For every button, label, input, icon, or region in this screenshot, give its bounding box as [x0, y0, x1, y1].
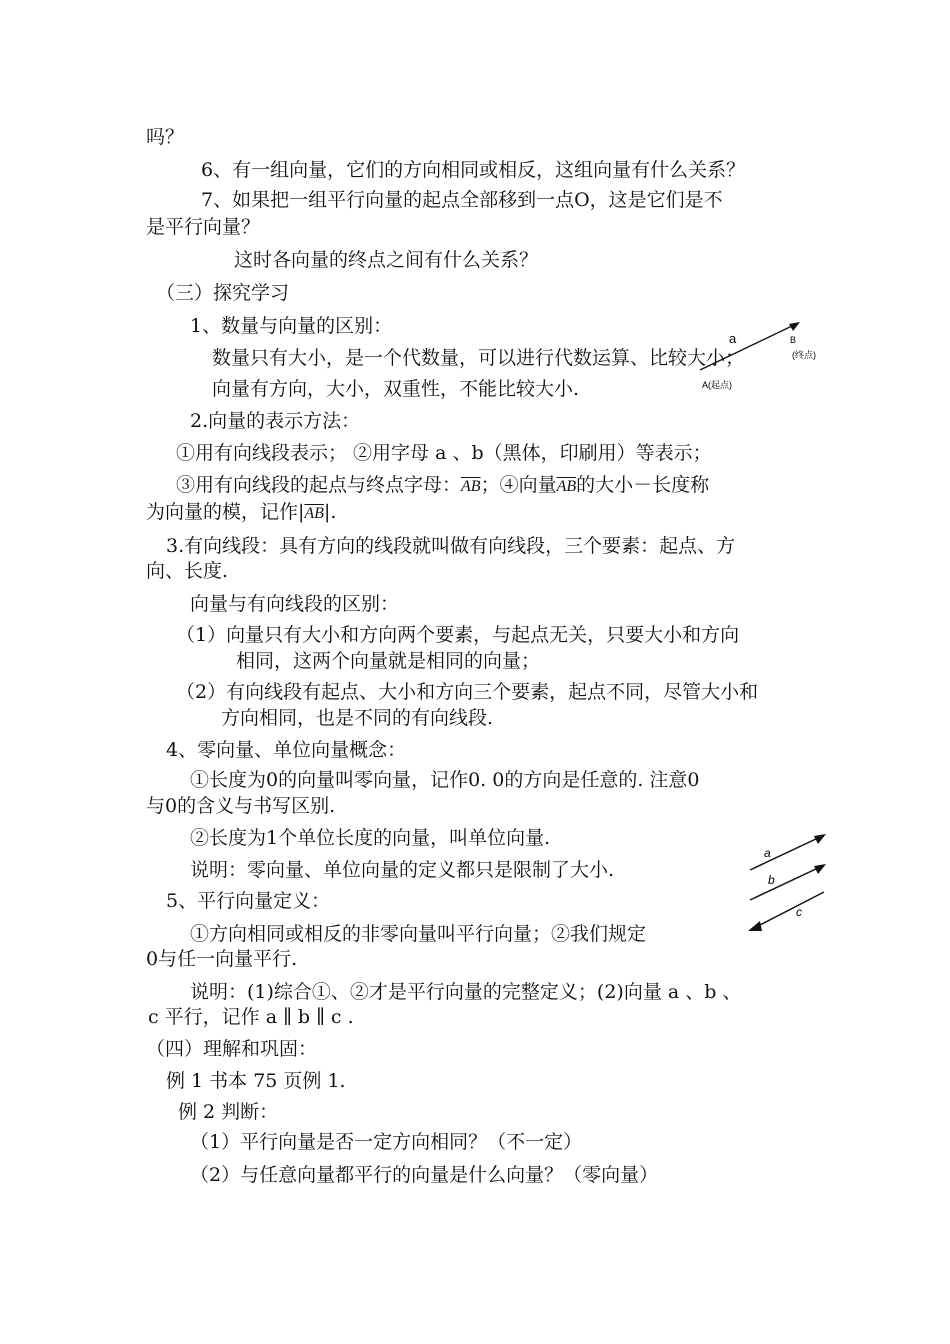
arrow-head-icon — [814, 864, 826, 874]
vector-b-line — [750, 868, 818, 900]
text-line: 与0的含义与书写区别. — [146, 795, 336, 817]
vector-c-line — [758, 892, 824, 926]
text-line: （1）向量只有大小和方向两个要素，与起点无关，只要大小和方向 — [176, 624, 740, 646]
label-b: B — [790, 335, 797, 345]
arrow-head-icon — [789, 322, 800, 331]
text-line: 方向相同，也是不同的有向线段. — [221, 707, 494, 729]
text-segment: |. — [323, 501, 337, 523]
subheading-5: 5、平行向量定义： — [166, 890, 331, 912]
question-7: 7、如果把一组平行向量的起点全部移到一点O，这是它们是不 — [201, 189, 723, 211]
text-line: ①用有向线段表示； ②用字母 a 、b（黑体，印刷用）等表示； — [176, 442, 712, 464]
text-line: （2）与任意向量都平行的向量是什么向量？（零向量） — [190, 1164, 659, 1186]
text-line: （2）有向线段有起点、大小和方向三个要素，起点不同，尽管大小和 — [176, 681, 759, 703]
text-line: 向、长度. — [146, 560, 229, 582]
arrow-head-icon — [814, 834, 826, 844]
text-line: 向量有方向，大小，双重性，不能比较大小. — [212, 378, 580, 400]
arrow-head-icon — [748, 921, 762, 931]
text-line: ②长度为1个单位长度的向量，叫单位向量. — [190, 827, 551, 849]
subheading-1: 1、数量与向量的区别： — [190, 315, 393, 337]
vector-ab-line — [700, 326, 792, 370]
section-heading-3: （三）探究学习 — [156, 282, 290, 304]
vector-a-line — [750, 838, 818, 870]
section-heading-4: （四）理解和巩固： — [146, 1038, 318, 1060]
text-line: 说明：(1)综合①、②才是平行向量的完整定义；(2)向量 a 、b 、 — [190, 981, 742, 1003]
text-line: （1）平行向量是否一定方向相同？（不一定） — [190, 1131, 583, 1153]
subheading-2: 2.向量的表示方法： — [190, 410, 361, 432]
text-line: 相同，这两个向量就是相同的向量； — [236, 650, 541, 672]
text-line: 向量与有向线段的区别： — [190, 593, 400, 615]
label-c: c — [796, 905, 802, 919]
subheading-4: 4、零向量、单位向量概念： — [166, 739, 407, 761]
text-segment: 为向量的模，记作| — [146, 501, 305, 523]
text-segment: ③用有向线段的起点与终点字母： — [176, 474, 462, 496]
text-line: 数量只有大小，是一个代数量，可以进行代数运算、比较大小； — [212, 347, 745, 369]
vector-ab: $\overline{AB}$ — [556, 478, 577, 495]
text-segment: 的大小－长度称 — [576, 474, 710, 496]
label-a: a — [764, 846, 771, 860]
text-line: ①方向相同或相反的非零向量叫平行向量；②我们规定 — [190, 923, 647, 945]
parallel-vectors-figure — [744, 828, 830, 946]
text-segment: ；④向量 — [480, 474, 557, 496]
text-line: 吗？ — [146, 126, 185, 148]
vector-ab: $\overline{AB}$ — [461, 478, 481, 495]
text-line: ①长度为0的向量叫零向量，记作0. 0的方向是任意的. 注意0 — [190, 769, 700, 791]
text-line-with-vector — [176, 473, 709, 499]
label-b: b — [768, 873, 775, 887]
text-line-with-vector — [146, 500, 336, 526]
directed-segment-figure — [696, 316, 826, 400]
label-a: a — [729, 331, 737, 346]
question-6: 6、有一组向量，它们的方向相同或相反，这组向量有什么关系？ — [201, 159, 746, 181]
subheading-3: 3.有向线段：具有方向的线段就叫做有向线段，三个要素：起点、方 — [166, 535, 736, 557]
text-line: 这时各向量的终点之间有什么关系？ — [234, 249, 539, 271]
vector-ab: $\overline{AB}$ — [304, 505, 324, 522]
label-start-point: A(起点) — [702, 380, 732, 390]
text-line: 0与任一向量平行. — [146, 948, 298, 970]
text-line: c 平行，记作 a ∥ b ∥ c . — [148, 1006, 354, 1028]
text-line: 是平行向量？ — [146, 216, 261, 238]
example-2: 例 2 判断： — [178, 1101, 279, 1123]
label-end-point: (终点) — [792, 350, 816, 360]
text-line: 说明：零向量、单位向量的定义都只是限制了大小. — [190, 859, 615, 881]
example-1: 例 1 书本 75 页例 1. — [166, 1070, 346, 1092]
